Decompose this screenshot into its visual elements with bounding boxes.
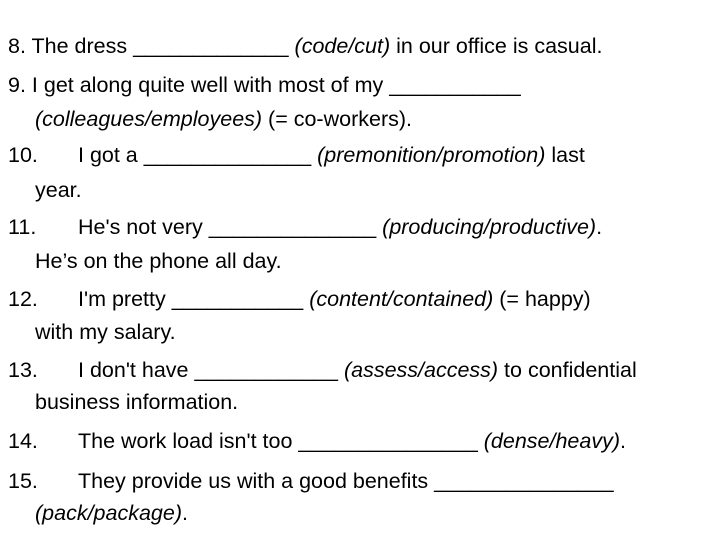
item-text-before: The dress [25,34,134,58]
item-text-after: . [182,501,188,525]
answer-blank[interactable]: _______________ [298,429,478,453]
answer-blank[interactable]: ______________ [208,215,377,239]
item-number: 12. [8,287,38,311]
item-number: 11. [8,215,37,239]
exercise-item-13 [8,356,637,384]
answer-blank[interactable]: ___________ [171,287,304,311]
answer-blank[interactable]: ___________ [389,73,521,97]
item-number: 13. [8,358,38,382]
item-text-after-1: (= happy) [493,287,591,311]
exercise-item-9-continued [35,105,412,133]
item-text-before: He's not very [78,215,209,239]
exercise-item-9 [8,71,521,99]
item-text-after-1: . [596,215,603,239]
exercise-item-11 [8,213,602,241]
exercise-item-13-continued [35,388,238,416]
item-number: 15. [8,469,38,493]
item-text-before: They provide us with a good benefits [78,469,435,493]
item-text-after-1: to confidential [498,358,637,382]
item-text-after-2: with my salary. [35,320,176,344]
item-text-after: in our office is casual. [390,34,603,58]
item-text-before: I don't have [78,358,195,382]
exercise-item-10-continued [35,176,82,204]
exercise-item-11-continued [35,247,282,275]
answer-options: (code/cut) [294,34,391,58]
answer-options: (premonition/promotion) [317,143,546,167]
item-text-after: (= co-workers). [262,107,412,131]
item-number: 8. [8,34,26,58]
exercise-item-12 [8,285,591,313]
item-text-after-2: He’s on the phone all day. [35,249,282,273]
answer-options: (pack/package) [35,501,182,525]
exercise-item-12-continued [35,318,176,346]
item-text-after-2: business information. [35,390,239,414]
item-text-before: I'm pretty [78,287,172,311]
answer-options: (content/contained) [309,287,494,311]
item-text-after: . [620,429,626,453]
exercise-item-14 [8,427,626,455]
exercise-item-15-continued [35,499,188,527]
exercise-item-10 [8,141,585,169]
item-number: 9. [8,73,26,97]
answer-blank[interactable]: _______________ [434,469,614,493]
item-text-before: I get along quite well with most of my [25,73,390,97]
answer-options: (assess/access) [343,358,499,382]
exercise-item-15 [8,467,614,495]
answer-options: (producing/productive) [382,215,597,239]
exercise-item-8 [8,32,602,60]
item-number: 10. [8,143,38,167]
item-text-after-2: year. [35,178,82,202]
item-text-after-1: last [551,143,585,167]
answer-blank[interactable]: ______________ [143,143,312,167]
item-text-before: I got a [78,143,144,167]
answer-options: (dense/heavy) [483,429,621,453]
item-text-before: The work load isn't too [78,429,299,453]
answer-blank[interactable]: _____________ [133,34,289,58]
answer-options: (colleagues/employees) [35,107,263,131]
item-number: 14. [8,429,38,453]
answer-blank[interactable]: ____________ [194,358,338,382]
